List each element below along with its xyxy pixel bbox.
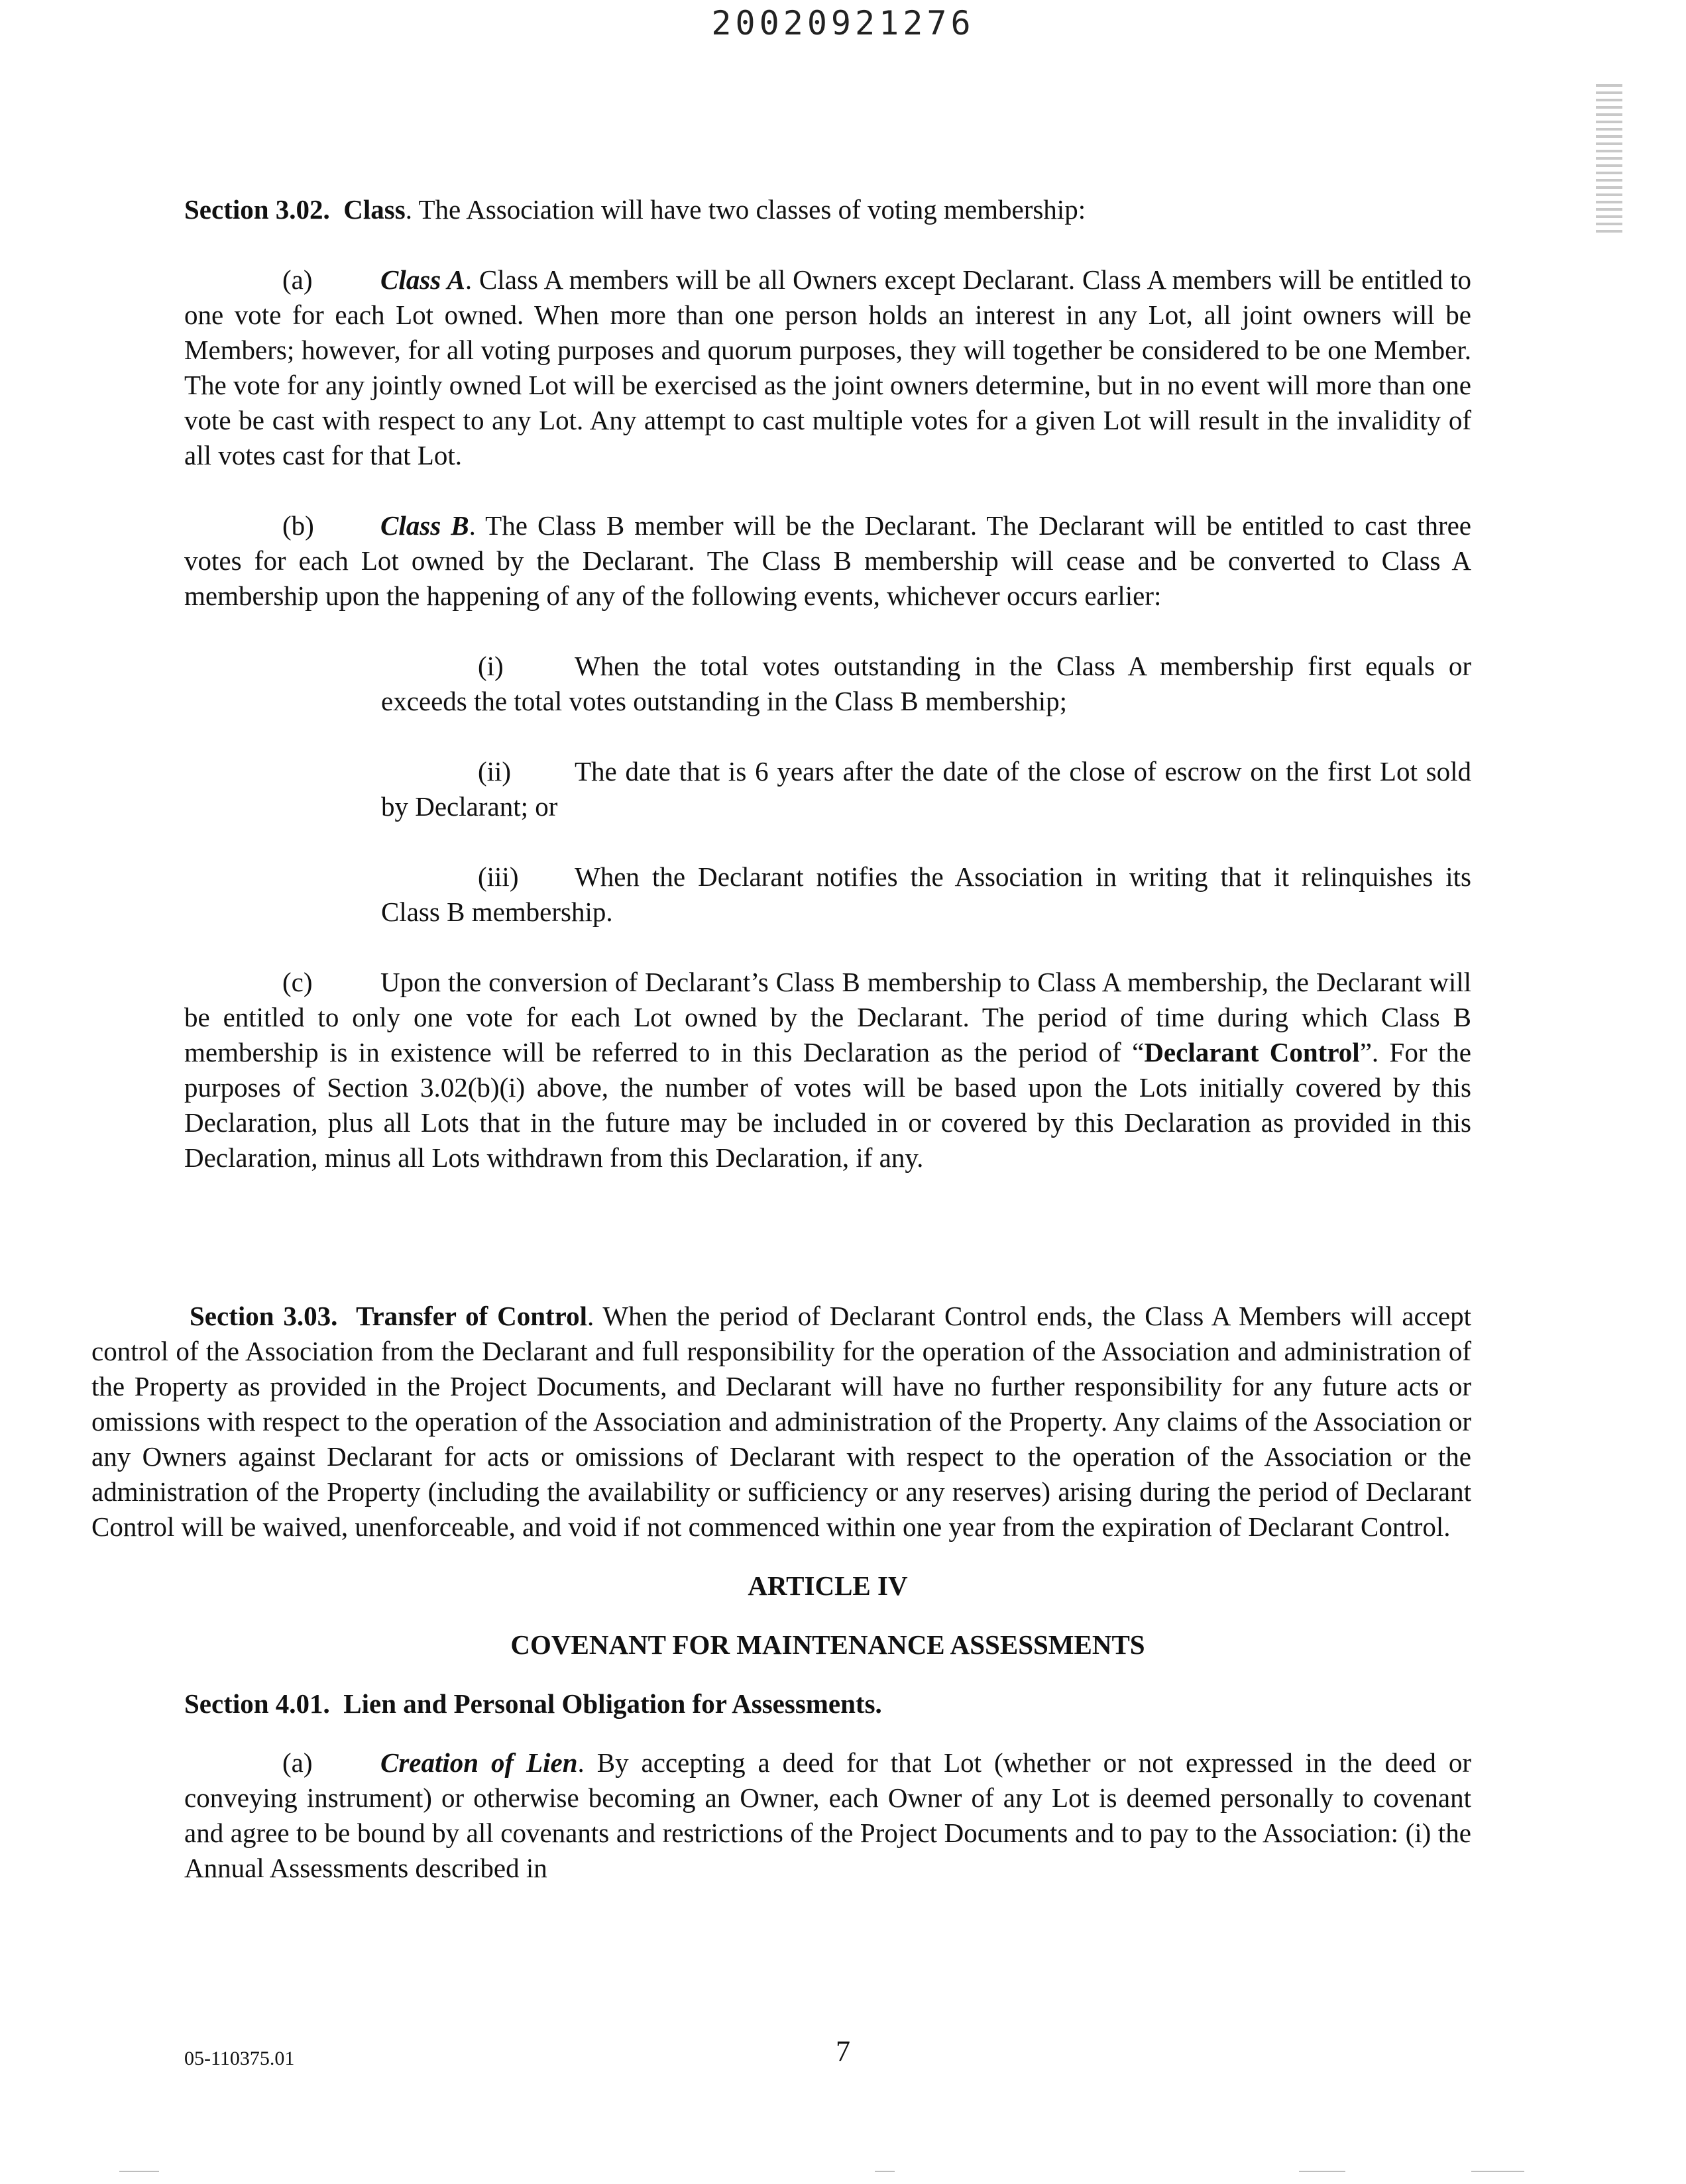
clause-text-2: ”. For the purposes of Section 3.02(b)(i) above, the number of votes will be based upon the Lots initially covered by this Declaration, plus all Lots that in the future may be included in or covered by this Declaration as provided in this Declaration, minus all Lots withdrawn from this Declaration, if any.: [184, 1037, 1471, 1173]
scan-artifact: [875, 2171, 895, 2172]
clause-label: (b): [282, 510, 314, 541]
subclause-text: When the total votes outstanding in the Class A membership first equals or exceeds the total votes outstanding in the Class B membership;: [381, 651, 1471, 716]
margin-stamp-mark: [1596, 80, 1622, 285]
page-number: 7: [836, 2035, 850, 2067]
section-text: . When the period of Declarant Control ends, the Class A Members will accept control of the Association from the Declarant and full responsibility for the operation of the Association and administration of the Property as provided in the Project Documents, and Declarant will have no further responsibility for any future acts or omissions with respect to the operation of the Association and administration of the Property. Any claims of the Association or any Owners against Declarant for acts or omissions of Declarant with respect to the operation of the Association or the administration of the Property (including the availability or sufficiency or any reserves) arising during the period of Declarant Control will be waived, unenforceable, and void if not commenced within one year from the expiration of Declarant Control.: [91, 1301, 1472, 1542]
clause-caption: Class B: [380, 510, 469, 541]
section-number: Section 3.02.: [184, 194, 330, 225]
clause-text: . By accepting a deed for that Lot (whether or not expressed in the deed or conveying instrument) or otherwise becoming an Owner, each Owner of any Lot is deemed personally to covenant and agree to be bound by all covenants and restrictions of the Project Documents and to pay to the Association: (i) the Annual Assessments described in: [184, 1747, 1471, 1883]
section-title: Class: [343, 194, 406, 225]
section-number: Section 4.01.: [184, 1688, 330, 1719]
section-4-01-heading: [184, 1686, 1471, 1721]
section-3-02-b-i: [381, 649, 1471, 719]
section-title: Lien and Personal Obligation for Assessments.: [343, 1688, 882, 1719]
clause-label: (a): [282, 264, 313, 295]
section-title: Transfer of Control: [356, 1301, 588, 1331]
recording-number: 20020921276: [711, 4, 975, 42]
section-3-02-c: [184, 965, 1471, 1175]
section-number: Section 3.03.: [190, 1301, 338, 1331]
section-intro: . The Association will have two classes of voting membership:: [405, 194, 1086, 225]
defined-term: Declarant Control: [1144, 1037, 1360, 1067]
section-3-03: [91, 1299, 1471, 1545]
scan-artifact: [1299, 2171, 1345, 2172]
subclause-label: (iii): [478, 861, 519, 892]
clause-caption: Class A: [380, 264, 465, 295]
article-title: COVENANT FOR MAINTENANCE ASSESSMENTS: [510, 1629, 1145, 1660]
clause-text: . The Class B member will be the Declarant. The Declarant will be entitled to cast three votes for each Lot owned by the Declarant. The Class B membership will cease and be converted to Class A membership upon the happening of any of the following events, whichever occurs earlier:: [184, 510, 1472, 611]
section-3-02-b-iii: [381, 859, 1471, 930]
scan-artifact: [119, 2171, 159, 2172]
subclause-text: The date that is 6 years after the date of the close of escrow on the first Lot sold by Declarant; or: [381, 756, 1471, 822]
clause-label: (a): [282, 1747, 313, 1778]
article-number: ARTICLE IV: [748, 1570, 908, 1601]
subclause-label: (i): [478, 651, 504, 681]
section-3-02-heading: [184, 192, 1471, 227]
section-3-02-a: [184, 262, 1471, 473]
clause-caption: Creation of Lien: [380, 1747, 578, 1778]
document-body-lower: [91, 1299, 1472, 1886]
section-3-02-b: [184, 508, 1471, 614]
document-body: [184, 192, 1471, 1211]
subclause-label: (ii): [478, 756, 512, 787]
footer-document-id: 05-110375.01: [184, 2048, 295, 2069]
clause-text-1: Upon the conversion of Declarant’s Class B membership to Class A membership, the Declarant will be entitled to only one vote for each Lot owned by the Declarant. The period of time during which Class B membership is in existence will be referred to in this Declaration as the period of “: [184, 967, 1471, 1067]
section-3-02-b-ii: [381, 754, 1471, 824]
scan-artifact: [1471, 2171, 1524, 2172]
subclause-text: When the Declarant notifies the Association in writing that it relinquishes its Class B membership.: [381, 861, 1471, 927]
clause-label: (c): [282, 967, 313, 997]
clause-text: . Class A members will be all Owners except Declarant. Class A members will be entitled to one vote for each Lot owned. When more than one person holds an interest in any Lot, all joint owners will be Members; however, for all voting purposes and quorum purposes, they will together be considered to be one Member. The vote for any jointly owned Lot will be exercised as the joint owners determine, but in no event will more than one vote be cast with respect to any Lot. Any attempt to cast multiple votes for a given Lot will result in the invalidity of all votes cast for that Lot.: [184, 264, 1471, 470]
section-4-01-a: [184, 1745, 1471, 1886]
